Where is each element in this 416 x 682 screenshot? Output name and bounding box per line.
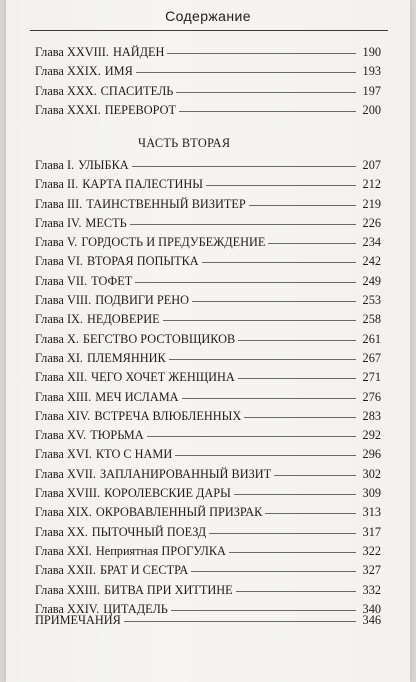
chapter-name: КОРОЛЕВСКИЕ ДАРЫ — [104, 486, 231, 501]
chapter-title — [35, 332, 235, 347]
dot-leader — [182, 398, 356, 399]
chapter-label: Глава XVIII. — [35, 486, 101, 501]
dot-leader — [191, 571, 356, 572]
chapter-title — [35, 274, 132, 289]
toc-part-two — [35, 158, 381, 621]
chapter-name: ВСТРЕЧА ВЛЮБЛЕННЫХ — [94, 408, 242, 423]
page-number: 193 — [362, 64, 381, 79]
dot-leader — [268, 243, 356, 244]
toc-entry[interactable] — [35, 583, 381, 602]
chapter-label: Глава XIX. — [35, 505, 92, 520]
chapter-name: ПОДВИГИ РЕНО — [95, 293, 189, 308]
toc-entry[interactable] — [35, 103, 381, 122]
dot-leader — [192, 301, 356, 302]
chapter-title — [35, 177, 203, 192]
chapter-name: БРАТ И СЕСТРА — [99, 563, 189, 578]
toc-entry[interactable] — [35, 197, 381, 216]
chapter-title — [35, 84, 173, 99]
chapter-name: ИМЯ — [104, 64, 133, 79]
chapter-title — [35, 467, 271, 482]
part-two-heading: ЧАСТЬ ВТОРАЯ — [138, 136, 231, 150]
toc-entry[interactable] — [35, 158, 381, 177]
chapter-name: ЦИТАДЕЛЬ — [103, 601, 168, 616]
page-number: 261 — [362, 331, 381, 346]
dot-leader — [136, 72, 356, 73]
chapter-label: Глава VIII. — [35, 293, 92, 308]
dot-leader — [179, 111, 356, 112]
toc-entry[interactable] — [35, 505, 381, 524]
chapter-name: НАЙДЕН — [112, 45, 165, 59]
chapter-title — [35, 197, 246, 212]
toc-entry[interactable] — [35, 409, 381, 428]
chapter-title — [35, 390, 179, 405]
chapter-title — [35, 409, 241, 424]
dot-leader — [132, 166, 356, 167]
chapter-title — [35, 563, 188, 578]
toc-entry[interactable] — [35, 235, 381, 254]
chapter-name: УЛЫБКА — [78, 158, 129, 172]
book-page — [6, 0, 410, 682]
chapter-name: МЕЧ ИСЛАМА — [95, 389, 179, 404]
chapter-name: Неприятная ПРОГУЛКА — [95, 543, 226, 558]
dot-leader — [209, 533, 356, 534]
chapter-title — [35, 103, 176, 118]
dot-leader — [147, 436, 356, 437]
page-number: 332 — [362, 582, 381, 597]
dot-leader — [229, 552, 356, 553]
chapter-label: Глава XIV. — [35, 408, 91, 423]
chapter-label: Глава XX. — [35, 524, 88, 539]
toc-entry[interactable] — [35, 525, 381, 544]
toc-entry[interactable] — [35, 351, 381, 370]
toc-entry[interactable] — [35, 428, 381, 447]
dot-leader — [234, 494, 356, 495]
toc-entry[interactable] — [35, 274, 381, 293]
chapter-title — [35, 544, 226, 559]
dot-leader — [124, 621, 356, 622]
dot-leader — [274, 475, 356, 476]
dot-leader — [238, 340, 356, 341]
chapter-name: БИТВА ПРИ ХИТТИНЕ — [104, 582, 233, 597]
chapter-label: Глава XVI. — [35, 447, 92, 462]
toc-entry[interactable] — [35, 563, 381, 582]
page-number: 258 — [362, 312, 381, 327]
chapter-label: Глава XII. — [35, 370, 88, 385]
toc-entry[interactable] — [35, 45, 381, 64]
dot-leader — [135, 282, 356, 283]
dot-leader — [171, 610, 356, 611]
toc-entry[interactable] — [35, 84, 381, 103]
chapter-name: ЧЕГО ХОЧЕТ ЖЕНЩИНА — [91, 370, 235, 385]
notes-page-number: 346 — [362, 613, 381, 627]
chapter-title — [35, 254, 199, 269]
chapter-title — [35, 158, 129, 173]
page-number: 327 — [362, 563, 381, 578]
chapter-label: Глава XXIX. — [35, 64, 101, 79]
page-number: 283 — [362, 408, 381, 423]
chapter-name: МЕСТЬ — [85, 215, 127, 230]
chapter-label: Глава XV. — [35, 428, 87, 443]
page-number: 271 — [362, 370, 381, 385]
page-header-title: Содержание — [165, 8, 251, 24]
dot-leader — [130, 224, 356, 225]
chapter-name: ПЕРЕВОРОТ — [104, 102, 176, 117]
chapter-name: ТЮРЬМА — [90, 428, 144, 443]
chapter-name: ОКРОВАВЛЕННЫЙ ПРИЗРАК — [95, 505, 263, 520]
dot-leader — [167, 53, 356, 54]
chapter-name: СПАСИТЕЛЬ — [100, 83, 174, 98]
dot-leader — [236, 591, 356, 592]
toc-entry[interactable] — [35, 467, 381, 486]
toc-entry[interactable] — [35, 293, 381, 312]
page-number: 234 — [362, 235, 381, 250]
chapter-name: КТО С НАМИ — [95, 447, 173, 462]
chapter-title — [35, 505, 262, 520]
page-number: 197 — [362, 83, 381, 98]
chapter-title — [35, 370, 235, 385]
page-number: 292 — [362, 428, 381, 443]
toc-entry[interactable] — [35, 64, 381, 83]
page-number: 302 — [362, 466, 381, 481]
chapter-label: Глава XIII. — [35, 389, 92, 404]
toc-entry[interactable] — [35, 177, 381, 196]
header-divider — [30, 30, 388, 31]
page-number: 340 — [362, 601, 381, 616]
chapter-label: Глава XXIII. — [35, 582, 101, 597]
chapter-title — [35, 428, 144, 443]
page-number: 313 — [362, 505, 381, 520]
toc-entry[interactable] — [35, 370, 381, 389]
chapter-label: Глава XXXI. — [35, 102, 101, 117]
page-number: 267 — [362, 350, 381, 365]
toc-entry[interactable] — [35, 312, 381, 331]
chapter-label: Глава XXX. — [35, 83, 97, 98]
dot-leader — [175, 455, 356, 456]
chapter-name: НЕДОВЕРИЕ — [87, 312, 160, 327]
chapter-name: БЕГСТВО РОСТОВЩИКОВ — [82, 331, 236, 346]
chapter-name: ЗАПЛАНИРОВАННЫЙ ВИЗИТ — [99, 466, 272, 481]
page-number: 200 — [362, 102, 381, 117]
chapter-label: Глава IV. — [35, 215, 82, 230]
chapter-title — [35, 312, 160, 327]
chapter-title — [35, 235, 265, 250]
chapter-title — [35, 447, 172, 462]
page-number: 226 — [362, 215, 381, 230]
chapter-label: Глава I. — [35, 158, 75, 172]
chapter-label: Глава VI. — [35, 254, 84, 269]
chapter-label: Глава XXII. — [35, 563, 96, 578]
dot-leader — [244, 417, 356, 418]
toc-part-one-tail — [35, 45, 381, 122]
toc-notes-row[interactable] — [35, 613, 381, 628]
chapter-label: Глава VII. — [35, 273, 88, 288]
page-number: 190 — [362, 45, 381, 59]
toc-entry[interactable] — [35, 447, 381, 466]
page-number: 212 — [362, 177, 381, 192]
chapter-name: ГОРДОСТЬ И ПРЕДУБЕЖДЕНИЕ — [81, 235, 266, 250]
chapter-label: Глава XXIV. — [35, 601, 100, 616]
notes-title: ПРИМЕЧАНИЯ — [35, 613, 121, 627]
dot-leader — [202, 262, 356, 263]
page-number: 219 — [362, 196, 381, 211]
chapter-title — [35, 216, 127, 231]
chapter-label: Глава XVII. — [35, 466, 96, 481]
page-number: 207 — [362, 158, 381, 172]
chapter-title — [35, 525, 206, 540]
chapter-label: Глава XXVIII. — [35, 45, 109, 59]
chapter-label: Глава XXI. — [35, 543, 92, 558]
chapter-title — [35, 45, 164, 60]
page-number: 317 — [362, 524, 381, 539]
dot-leader — [238, 378, 356, 379]
chapter-name: ТОФЕТ — [91, 273, 133, 288]
toc-entry[interactable] — [35, 544, 381, 563]
chapter-label: Глава II. — [35, 177, 79, 192]
dot-leader — [206, 185, 356, 186]
chapter-label: Глава V. — [35, 235, 78, 250]
page-number: 253 — [362, 293, 381, 308]
page-number: 242 — [362, 254, 381, 269]
dot-leader — [249, 205, 356, 206]
chapter-title — [35, 64, 133, 79]
chapter-name: КАРТА ПАЛЕСТИНЫ — [82, 177, 203, 192]
toc-entry[interactable] — [35, 486, 381, 505]
chapter-name: ПЛЕМЯННИК — [87, 350, 166, 365]
chapter-label: Глава III. — [35, 196, 83, 211]
page-number: 296 — [362, 447, 381, 462]
dot-leader — [265, 513, 356, 514]
chapter-name: ТАИНСТВЕННЫЙ ВИЗИТЕР — [86, 196, 246, 211]
chapter-title — [35, 486, 231, 501]
dot-leader — [169, 359, 356, 360]
toc-entry[interactable] — [35, 216, 381, 235]
toc-entry[interactable] — [35, 332, 381, 351]
page-number: 322 — [362, 543, 381, 558]
page-number: 276 — [362, 389, 381, 404]
chapter-title — [35, 351, 166, 366]
page-number: 309 — [362, 486, 381, 501]
chapter-label: Глава X. — [35, 331, 79, 346]
dot-leader — [163, 320, 356, 321]
chapter-name: ПЫТОЧНЫЙ ПОЕЗД — [91, 524, 207, 539]
page-number: 249 — [362, 273, 381, 288]
chapter-title — [35, 293, 189, 308]
chapter-label: Глава IX. — [35, 312, 84, 327]
dot-leader — [176, 92, 356, 93]
chapter-name: ВТОРАЯ ПОПЫТКА — [87, 254, 199, 269]
chapter-label: Глава XI. — [35, 350, 84, 365]
chapter-title — [35, 583, 233, 598]
toc-entry[interactable] — [35, 390, 381, 409]
toc-entry[interactable] — [35, 254, 381, 273]
